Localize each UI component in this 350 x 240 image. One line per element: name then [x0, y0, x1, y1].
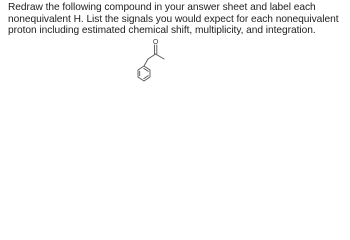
carbonyl-alpha-bond: [148, 54, 156, 59]
benzyl-bond: [144, 59, 148, 66]
methyl-bond: [156, 54, 164, 59]
oxygen-label: O: [152, 39, 159, 46]
question-text: Redraw the following compound in your answer sheet and label each nonequivalent H. List the signals you would expect for each nonequivalent proton including estimated chemical shift, multiplicity, and integration.: [8, 2, 339, 36]
chemical-structure: [108, 37, 168, 85]
